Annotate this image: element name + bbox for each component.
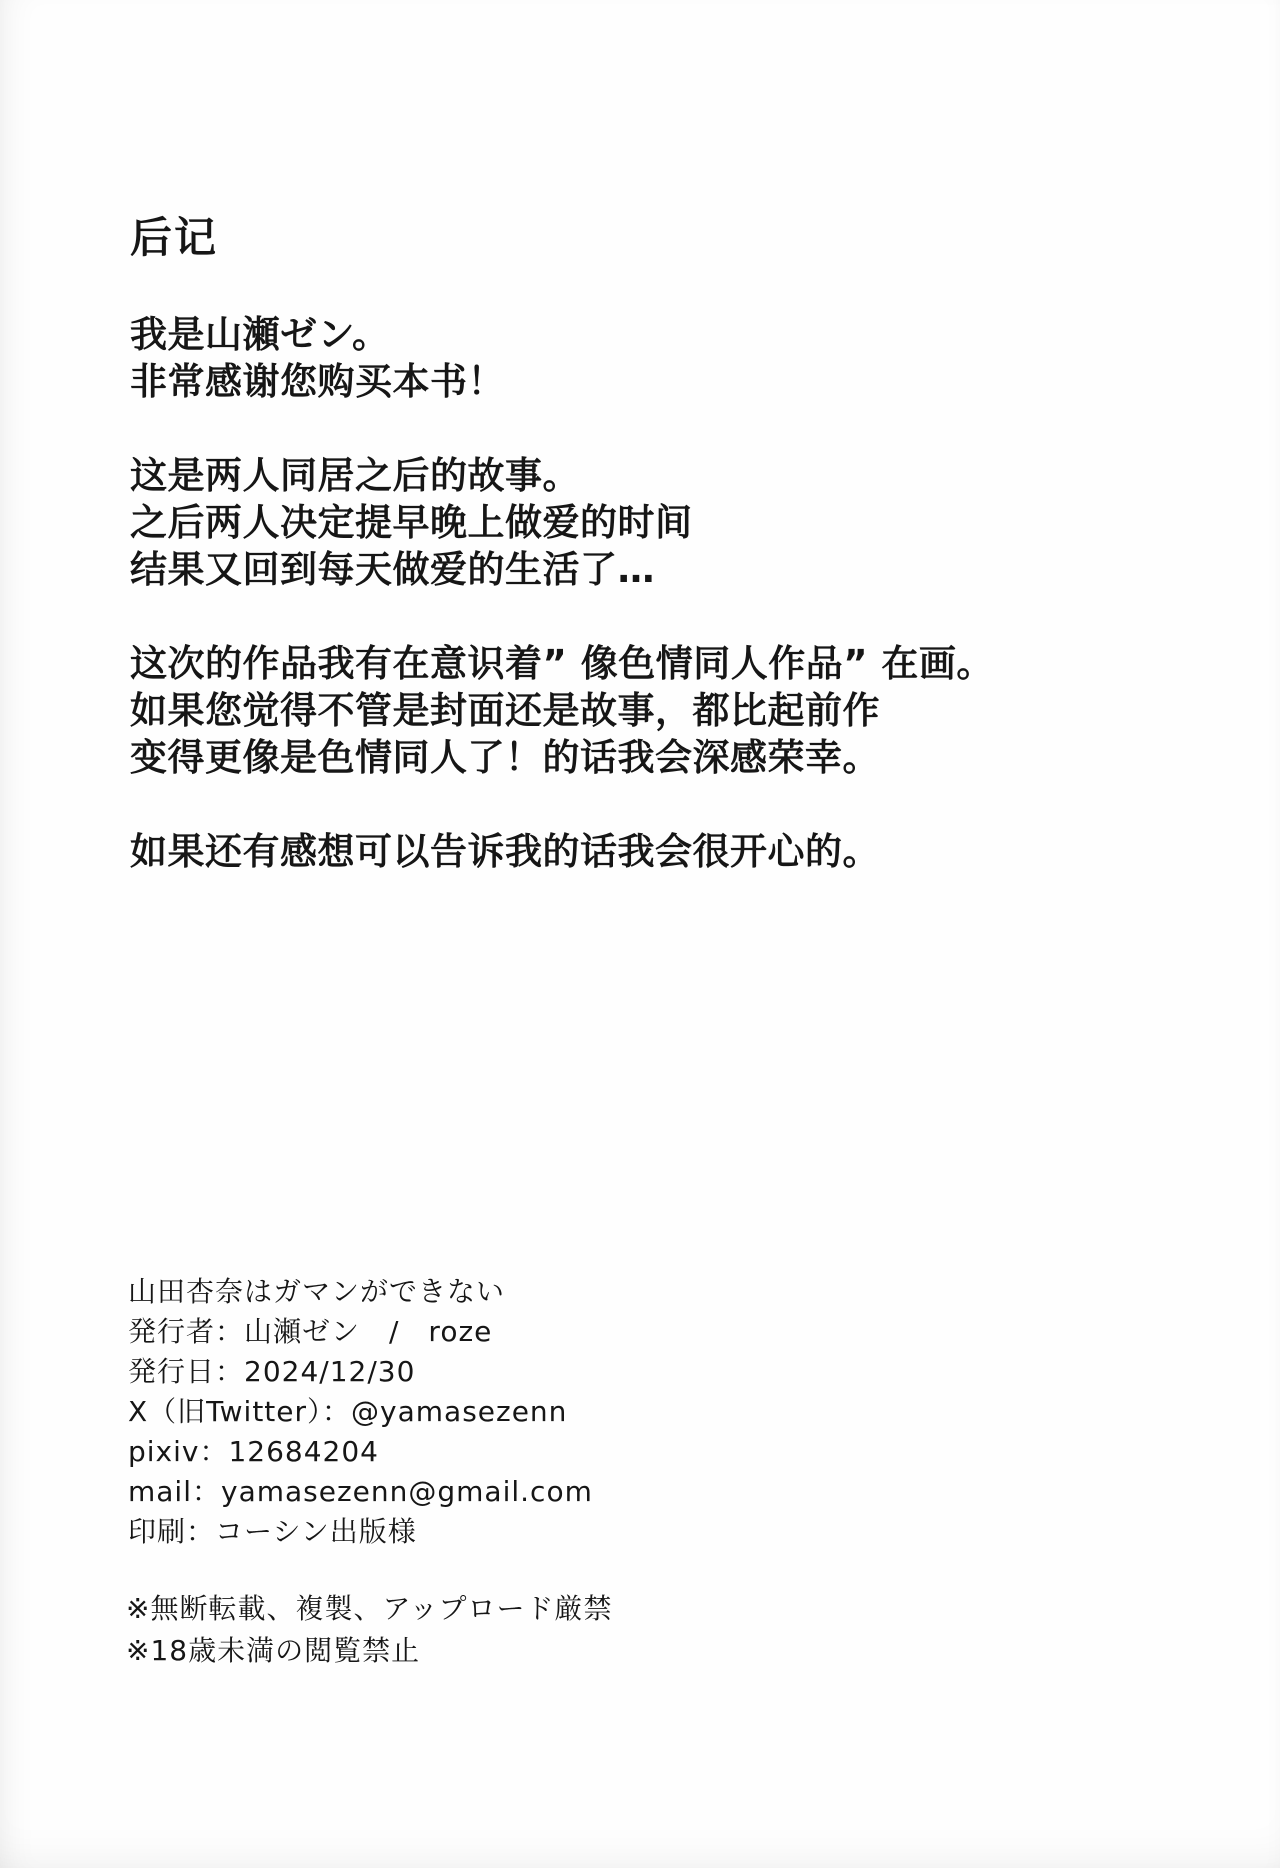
afterword-line: 我是山瀬ゼン。 [130,313,390,356]
afterword-title: 后记 [130,213,219,262]
legal-notices [126,1588,613,1672]
afterword-line: 如果您觉得不管是封面还是故事，都比起前作 [130,689,880,732]
afterword-line: 变得更像是色情同人了！的话我会深感荣幸。 [130,736,880,779]
afterword-line: 如果还有感想可以告诉我的话我会很开心的。 [130,830,880,873]
colophon-book-title: 山田杏奈はガマンができない [128,1275,506,1308]
notice-age-restriction: ※18歳未満の閲覧禁止 [126,1634,421,1667]
afterword-line: 结果又回到每天做爱的生活了… [130,548,655,591]
colophon-twitter-handle: X（旧Twitter）：@yamasezenn [128,1395,568,1428]
afterword-paragraph [130,452,994,593]
colophon-printer: 印刷：コーシン出版様 [128,1515,417,1548]
colophon-publisher: 発行者：山瀬ゼン / roze [128,1315,493,1348]
afterword-body [130,311,994,922]
afterword-line: 非常感谢您购买本书！ [130,360,505,403]
afterword-paragraph [130,640,994,781]
afterword-paragraph [130,311,994,405]
afterword-paragraph [130,828,994,875]
colophon-mail-address: mail：yamasezenn@gmail.com [128,1475,593,1508]
afterword-line: 这次的作品我有在意识着” 像色情同人作品” 在画。 [130,642,994,685]
notice-no-repost: ※無断転載、複製、アップロード厳禁 [126,1592,613,1625]
afterword-line: 之后两人决定提早晚上做爱的时间 [130,501,693,544]
colophon-publish-date: 発行日：2024/12/30 [128,1355,416,1388]
colophon [128,1272,593,1552]
colophon-pixiv-id: pixiv：12684204 [128,1435,379,1468]
afterword-line: 这是两人同居之后的故事。 [130,454,580,497]
